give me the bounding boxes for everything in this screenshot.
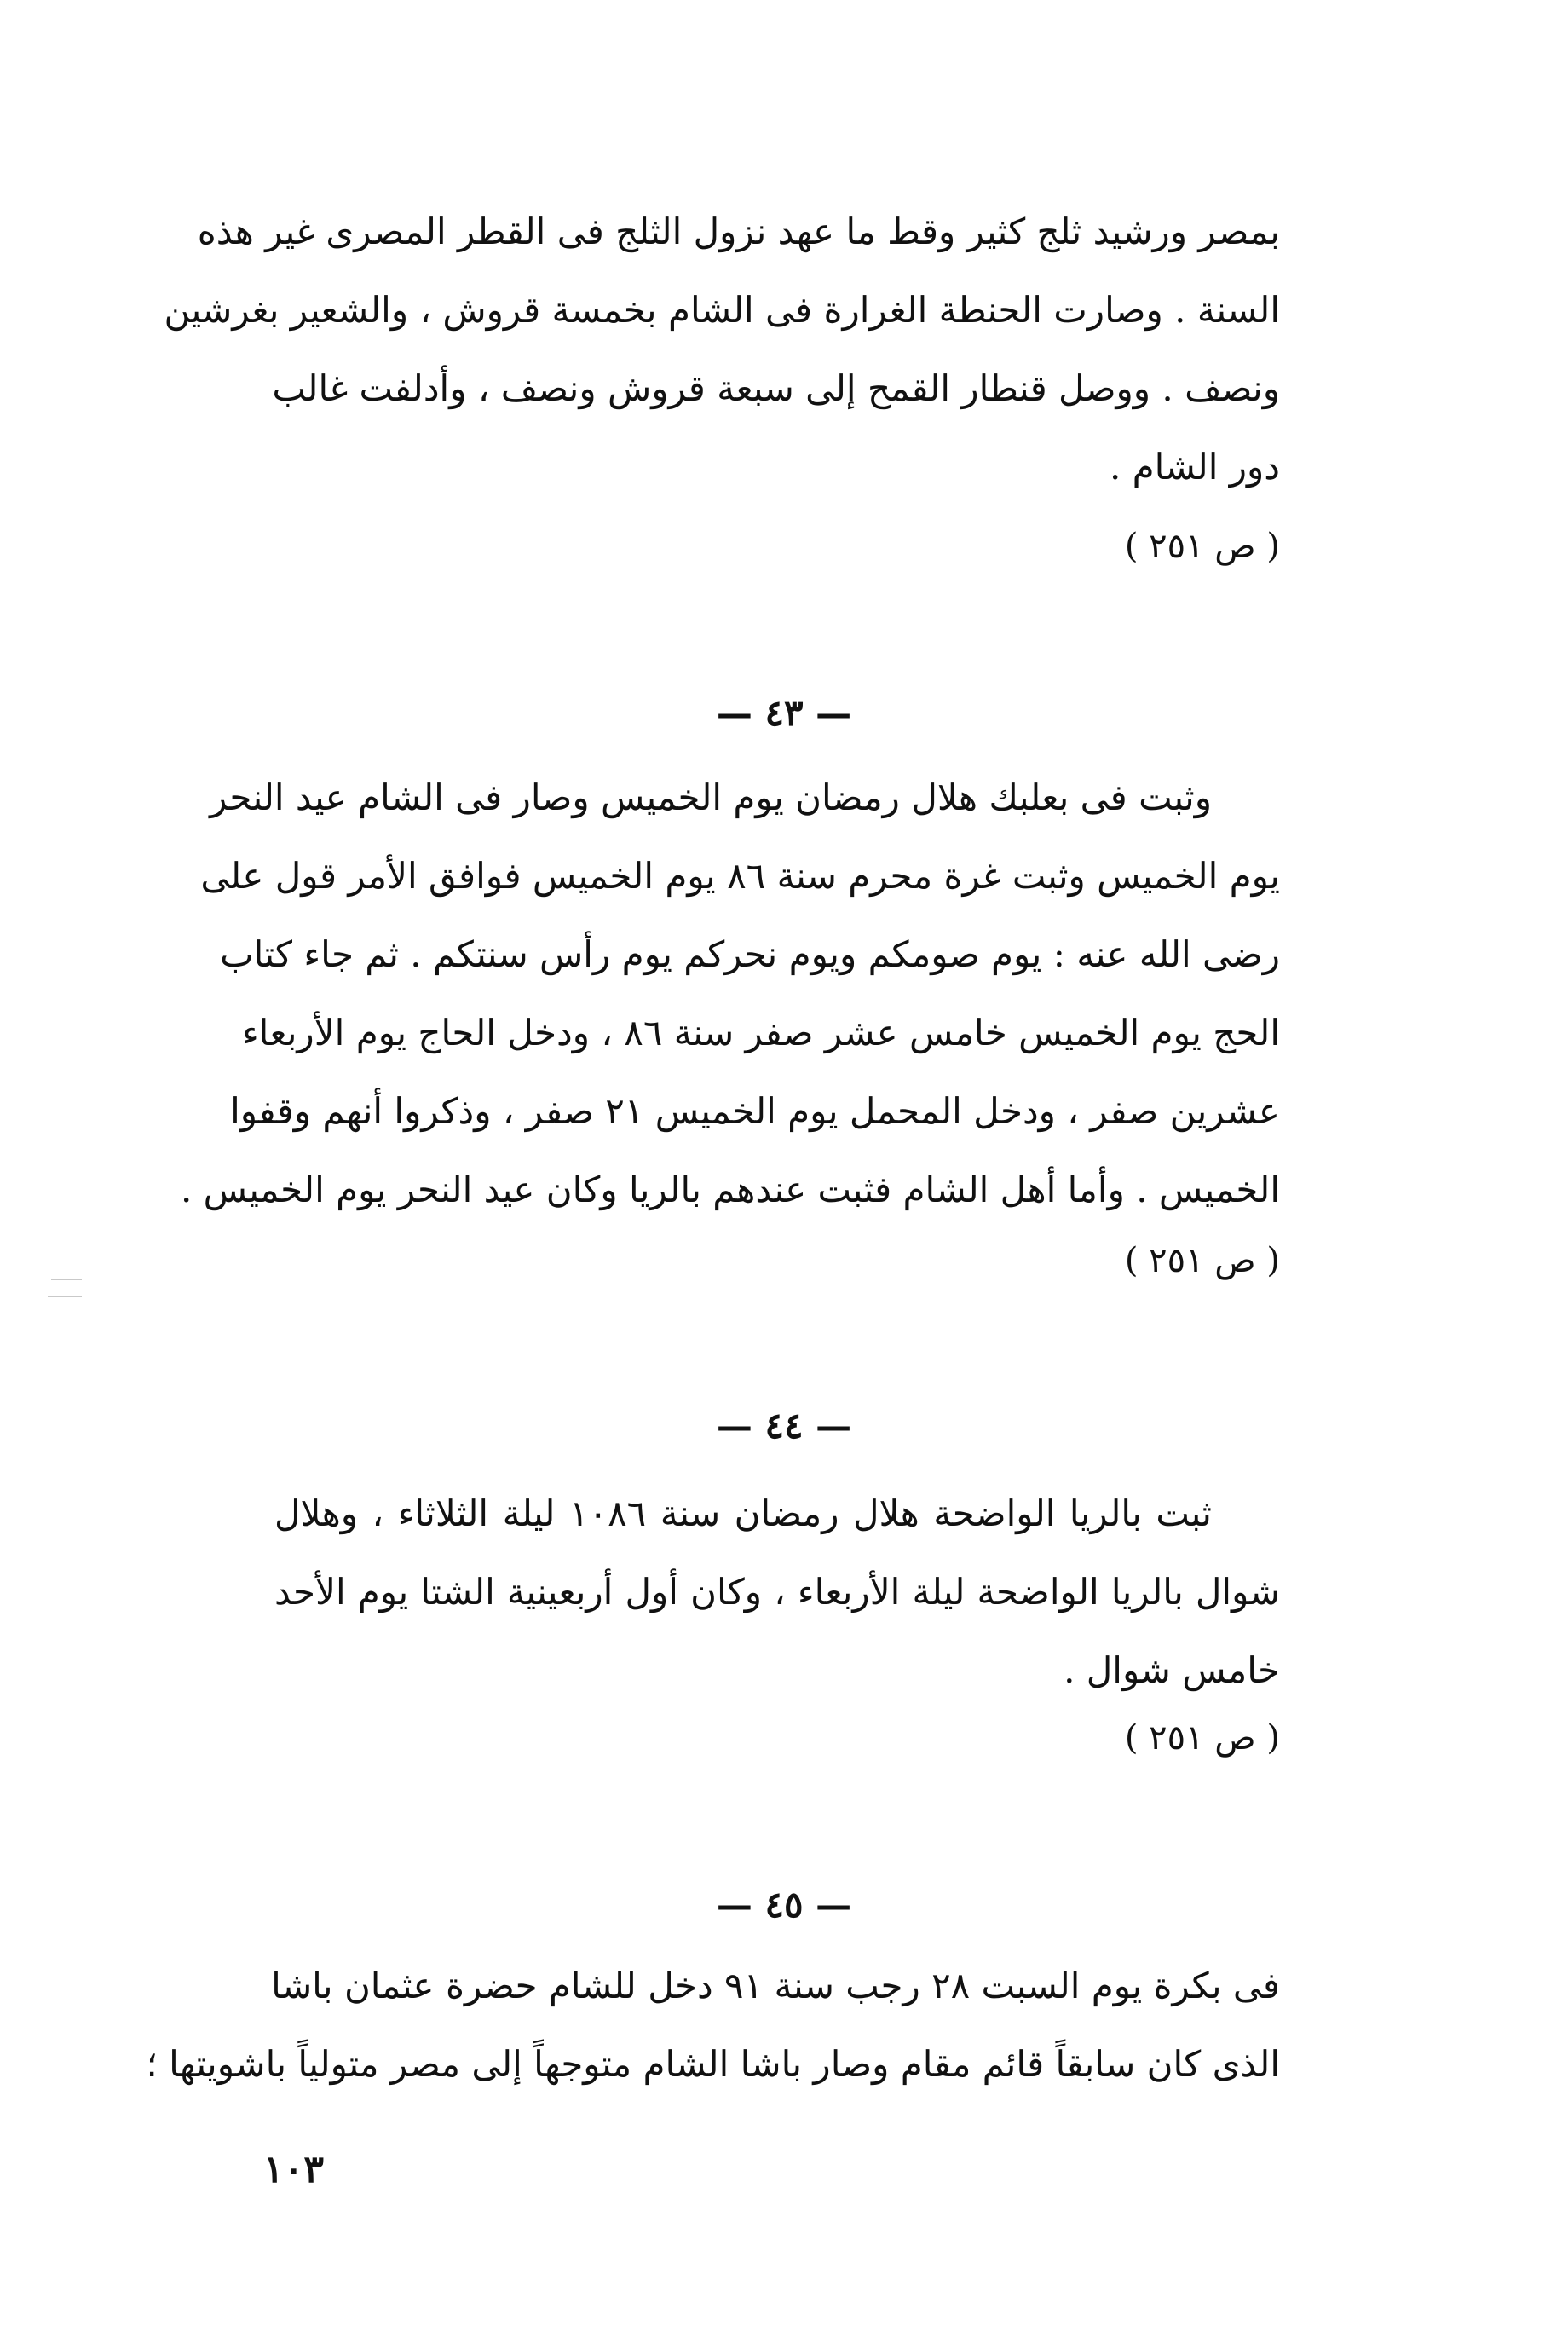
text-line: شوال بالريا الواضحة ليلة الأربعاء ، وكان أول أربعينية الشتا يوم الأحد (274, 1571, 1280, 1613)
page-reference: ( ص ٢٥١ ) (1124, 1718, 1280, 1758)
text-line: عشرين صفر ، ودخل المحمل يوم الخميس ٢١ صفر ، وذكروا أنهم وقفوا (230, 1090, 1280, 1132)
section-heading-44: — ٤٤ — (716, 1405, 852, 1446)
text-line: ونصف . ووصل قنطار القمح إلى سبعة قروش ونصف ، وأدلفت غالب (272, 367, 1280, 409)
text-line: رضى الله عنه : يوم صومكم ويوم نحركم يوم رأس سنتكم . ثم جاء كتاب (220, 933, 1280, 975)
text-line: الذى كان سابقاً قائم مقام وصار باشا الشام متوجهاً إلى مصر متولياً باشويتها ؛ (146, 2043, 1280, 2085)
text-line: دور الشام . (1109, 446, 1280, 488)
text-line: ثبت بالريا الواضحة هلال رمضان سنة ١٠٨٦ ليلة الثلاثاء ، وهلال (274, 1492, 1212, 1534)
scan-mark (48, 1296, 82, 1297)
paragraph-45 (146, 1947, 1280, 2104)
section-heading-43: — ٤٣ — (716, 692, 852, 734)
text-line: السنة . وصارت الحنطة الغرارة فى الشام بخمسة قروش ، والشعير بغرشين (164, 289, 1280, 331)
page-reference: ( ص ٢٥١ ) (1124, 1241, 1280, 1280)
text-line: الخميس . وأما أهل الشام فثبت عندهم بالريا وكان عيد النحر يوم الخميس . (180, 1169, 1280, 1210)
text-line: بمصر ورشيد ثلج كثير وقط ما عهد نزول الثلج فى القطر المصرى غير هذه (197, 211, 1280, 252)
page-reference: ( ص ٢٥١ ) (1124, 527, 1280, 566)
page-number: ١٠٣ (263, 2148, 324, 2191)
paragraph-43 (180, 759, 1280, 1229)
text-line: خامس شوال . (1064, 1649, 1280, 1691)
paragraph-44 (274, 1475, 1280, 1710)
paragraph-intro (164, 193, 1280, 506)
scan-mark (51, 1279, 82, 1280)
text-line: يوم الخميس وثبت غرة محرم سنة ٨٦ يوم الخميس فوافق الأمر قول على (200, 855, 1280, 897)
text-line: وثبت فى بعلبك هلال رمضان يوم الخميس وصار فى الشام عيد النحر (210, 776, 1212, 818)
text-line: الحج يوم الخميس خامس عشر صفر سنة ٨٦ ، ودخل الحاج يوم الأربعاء (241, 1012, 1280, 1053)
section-heading-45: — ٤٥ — (716, 1884, 852, 1925)
text-line: فى بكرة يوم السبت ٢٨ رجب سنة ٩١ دخل للشام حضرة عثمان باشا (271, 1965, 1280, 2006)
